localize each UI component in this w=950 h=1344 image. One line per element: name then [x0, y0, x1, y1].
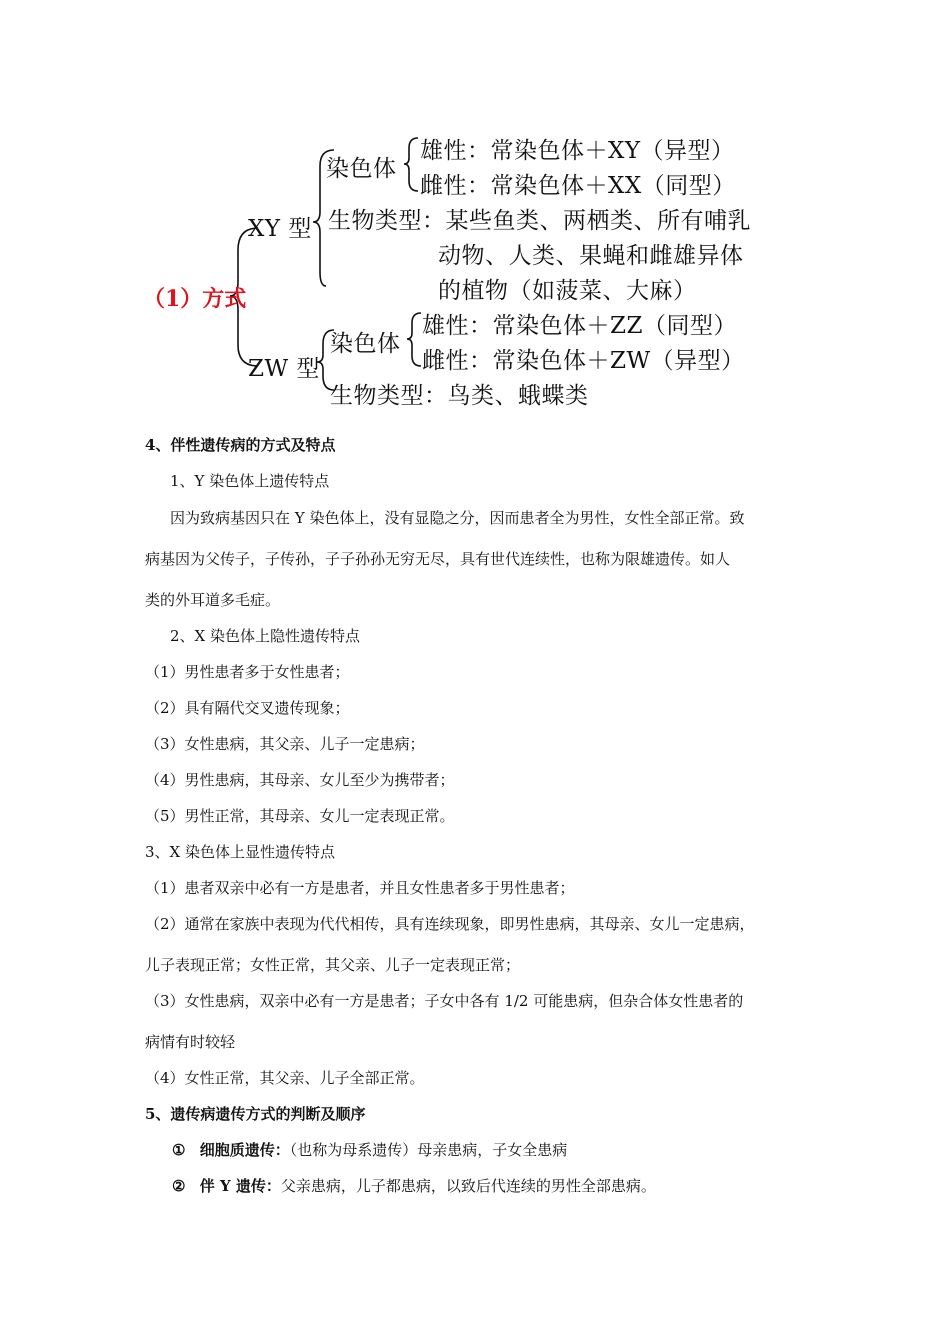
- x-recessive-item-3: （3）女性患病，其父亲、儿子一定患病；: [145, 735, 425, 753]
- x-recessive-item-4: （4）男性患病，其母亲、女儿至少为携带者；: [145, 771, 455, 789]
- method-item-2-text: 父亲患病，儿子都患病，以致后代连续的男性全部患病。: [280, 1177, 656, 1195]
- method-item-1-number: ①: [172, 1141, 186, 1159]
- x-dominant-item-2-line-2: 儿子表现正常；女性正常，其父亲、儿子一定表现正常；: [145, 956, 521, 974]
- x-dominant-item-1: （1）患者双亲中必有一方是患者，并且女性患者多于男性患者；: [145, 879, 575, 897]
- y-linked-paragraph-line-3: 类的外耳道多毛症。: [145, 591, 281, 609]
- method-item-2: [172, 1175, 656, 1196]
- x-recessive-title: 2、X 染色体上隐性遗传特点: [170, 627, 360, 645]
- zw-type-label: ZW 型: [248, 356, 320, 382]
- method-item-2-label: 伴 Y 遗传：: [199, 1177, 281, 1195]
- zw-chromosome-label: 染色体: [330, 331, 401, 357]
- y-linked-paragraph-line-2: 病基因为父传子，子传孙，子子孙孙无穷无尽，具有世代连续性，也称为限雄遗传。如人: [145, 550, 731, 568]
- zw-species-line: 生物类型：鸟类、蛾蝶类: [330, 383, 589, 409]
- method-item-1: [172, 1139, 567, 1160]
- method-item-2-number: ②: [172, 1177, 186, 1195]
- xy-species-line-1: 生物类型：某些鱼类、两栖类、所有哺乳: [328, 208, 751, 234]
- method-item-1-text: （也称为母系遗传）母亲患病，子女全患病: [289, 1141, 568, 1159]
- method-label: （1）方式: [143, 286, 247, 312]
- zw-female-line: 雌性：常染色体＋ZW（异型）: [422, 348, 745, 374]
- zw-male-line: 雄性：常染色体＋ZZ（同型）: [422, 313, 737, 339]
- xy-type-label: XY 型: [248, 216, 312, 242]
- y-linked-paragraph-line-1: 因为致病基因只在 Y 染色体上，没有显隐之分，因而患者全为男性，女性全部正常。致: [170, 509, 745, 527]
- x-dominant-item-2-line-1: （2）通常在家族中表现为代代相传，具有连续现象，即男性患病，其母亲、女儿一定患病，: [145, 915, 755, 933]
- xy-male-line: 雄性：常染色体＋XY（异型）: [420, 138, 735, 164]
- x-dominant-item-4: （4）女性正常，其父亲、儿子全部正常。: [145, 1069, 425, 1087]
- section-4-heading: 4、伴性遗传病的方式及特点: [145, 436, 336, 454]
- x-dominant-item-3-line-1: （3）女性患病，双亲中必有一方是患者；子女中各有 1/2 可能患病，但杂合体女性患者的: [145, 992, 744, 1010]
- xy-species-line-3: 的植物（如菠菜、大麻）: [438, 278, 697, 304]
- x-recessive-item-1: （1）男性患者多于女性患者；: [145, 663, 350, 681]
- xy-chromosome-label: 染色体: [326, 156, 397, 182]
- x-dominant-title: 3、X 染色体上显性遗传特点: [145, 843, 335, 861]
- method-item-1-label: 细胞质遗传：: [199, 1141, 290, 1159]
- y-linked-title: 1、Y 染色体上遗传特点: [170, 472, 330, 490]
- section-5-heading: 5、遗传病遗传方式的判断及顺序: [145, 1105, 366, 1123]
- xy-chromosome-brace: [404, 138, 418, 191]
- x-dominant-item-3-line-2: 病情有时较轻: [145, 1033, 236, 1051]
- x-recessive-item-5: （5）男性正常，其母亲、女儿一定表现正常。: [145, 807, 455, 825]
- zw-chromosome-brace: [407, 313, 421, 366]
- x-recessive-item-2: （2）具有隔代交叉遗传现象；: [145, 699, 350, 717]
- xy-female-line: 雌性：常染色体＋XX（同型）: [420, 173, 736, 199]
- xy-species-line-2: 动物、人类、果蝇和雌雄异体: [438, 243, 744, 269]
